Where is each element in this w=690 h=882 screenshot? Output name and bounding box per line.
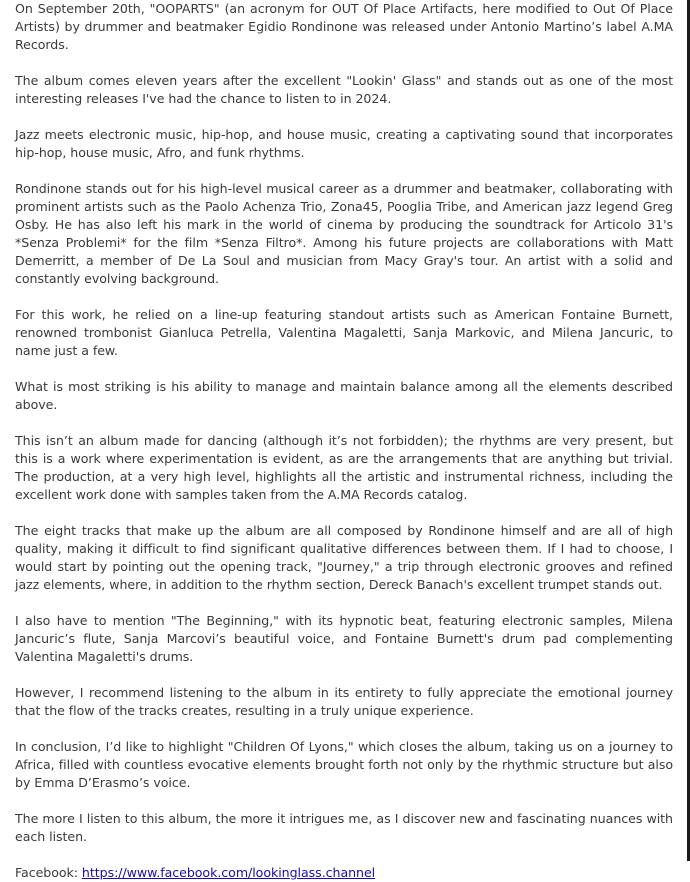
- facebook-label: Facebook:: [15, 865, 82, 880]
- paragraph-production: This isn’t an album made for dancing (although it’s not forbidden); the rhythms are very present, but this is a work where experimentation is evident, as are the arrangements that are anything but trivial. The production, at a very high level, highlights all the artistic and instrumental richness, including the excellent work done with samples taken from the A.MA Records catalog.: [15, 433, 673, 502]
- paragraph-recommendation: However, I recommend listening to the album in its entirety to fully appreciate the emotional journey that the flow of the tracks creates, resulting in a truly unique experience.: [15, 685, 673, 718]
- paragraph-balance: What is most striking is his ability to manage and maintain balance among all the elements described above.: [15, 379, 673, 412]
- paragraph-album-intro: The album comes eleven years after the excellent "Lookin' Glass" and stands out as one of the most interesting releases I've had the chance to listen to in 2024.: [15, 73, 673, 106]
- facebook-link[interactable]: https://www.facebook.com/lookinglass.channel: [81, 865, 376, 880]
- paragraph-the-beginning: I also have to mention "The Beginning," with its hypnotic beat, featuring electronic samples, Milena Jancuric’s flute, Sanja Marcovi’s beautiful voice, and Fontaine Burnett's drum pad complementing Valentina Magaletti's drums.: [15, 613, 673, 664]
- paragraph-conclusion: In conclusion, I’d like to highlight "Children Of Lyons," which closes the album, taking us on a journey to Africa, filled with countless evocative elements brought forth not only by the rhythmic structure but also by Emma D’Erasmo’s voice.: [15, 739, 673, 790]
- paragraph-career: Rondinone stands out for his high-level musical career as a drummer and beatmaker, collaborating with prominent artists such as the Paolo Achenza Trio, Zona45, Pooglia Tribe, and American jazz legend Greg Osby. He has also left his mark in the world of cinema by producing the soundtrack for Articolo 31's *Senza Problemi* for the film *Senza Filtro*. Among his future projects are collaborations with Matt Demerritt, a member of De La Soul and musician from Macy Gray's tour. An artist with a solid and constantly evolving background.: [15, 181, 673, 286]
- facebook-line: [15, 864, 673, 882]
- paragraph-genre: Jazz meets electronic music, hip-hop, and house music, creating a captivating sound that incorporates hip-hop, house music, Afro, and funk rhythms.: [15, 127, 673, 160]
- article-body: [15, 0, 673, 882]
- paragraph-lineup: For this work, he relied on a line-up featuring standout artists such as American Fontaine Burnett, renowned trombonist Gianluca Petrella, Valentina Magaletti, Sanja Markovic, and Milena Jancuric, to name just a few.: [15, 307, 673, 358]
- paragraph-tracks: The eight tracks that make up the album are all composed by Rondinone himself and are all of high quality, making it difficult to find significant qualitative differences between them. If I had to choose, I would start by pointing out the opening track, "Journey," a trip through electronic grooves and refined jazz elements, where, in addition to the rhythm section, Dereck Banach's excellent trumpet stands out.: [15, 523, 673, 592]
- paragraph-closing: The more I listen to this album, the more it intrigues me, as I discover new and fascinating nuances with each listen.: [15, 811, 673, 844]
- paragraph-release: On September 20th, "OOPARTS" (an acronym for OUT Of Place Artifacts, here modified to Out Of Place Artists) by drummer and beatmaker Egidio Rondinone was released under Antonio Martino’s label A.MA Records.: [15, 1, 673, 52]
